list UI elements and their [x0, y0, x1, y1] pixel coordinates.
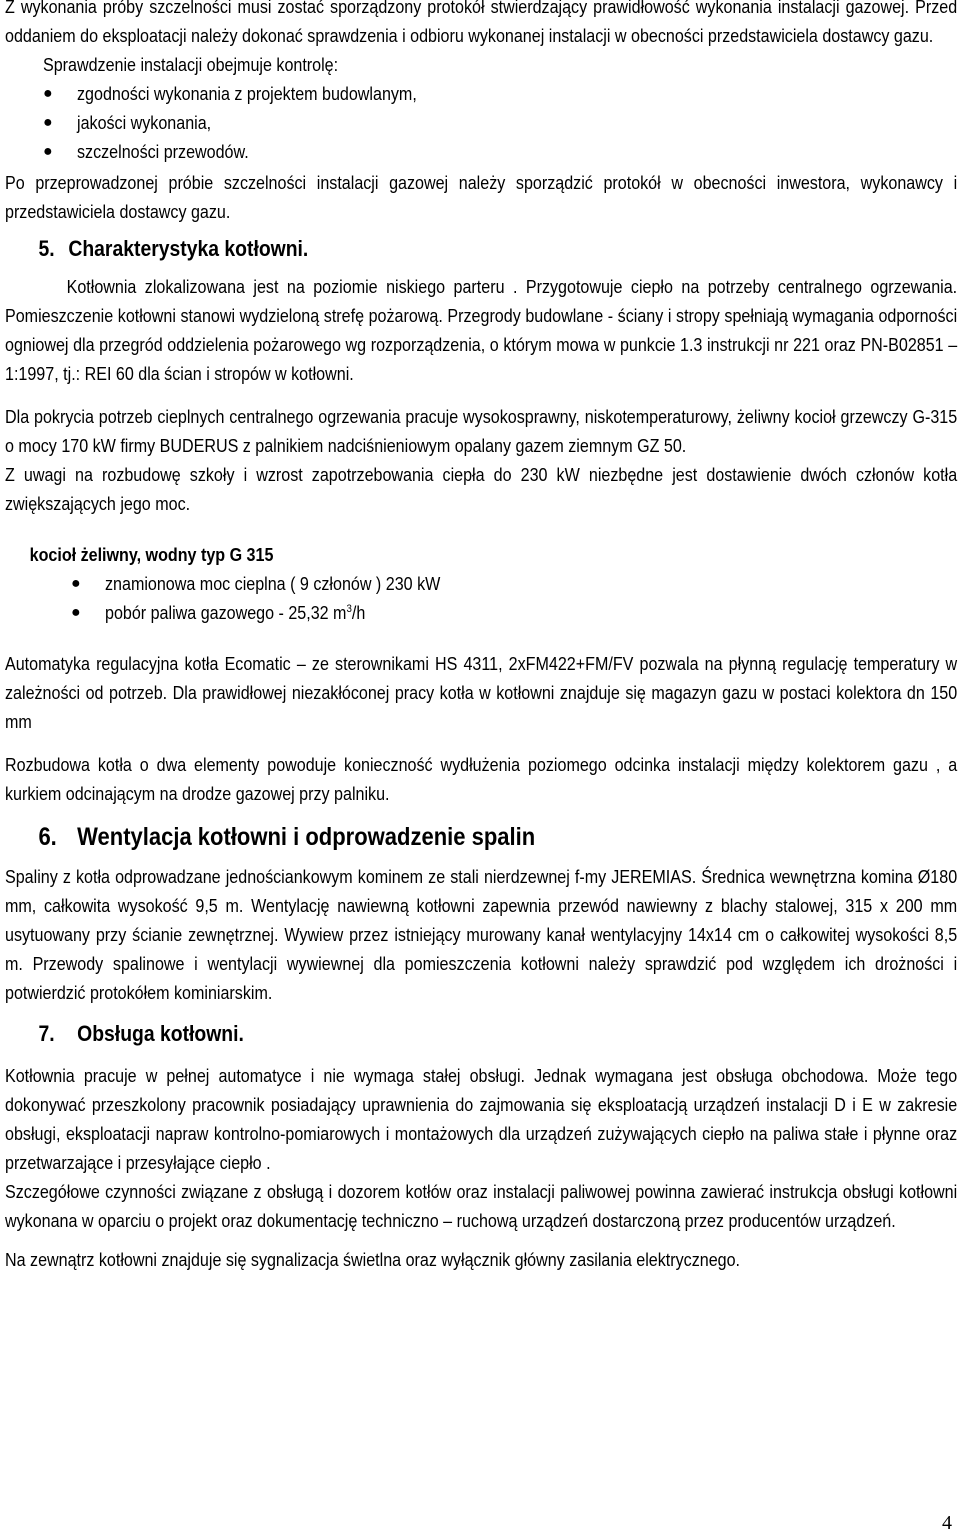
section-6-paragraph-1: Spaliny z kotła odprowadzane jednościankowym kominem ze stali nierdzewnej f-my JEREMIAS. Średnica wewnętrzna komina Ø180 mm, całkowita wysokość 9,5 m. Wentylację nawiewną kotłowni zapewnia przewód nawiewny z blachy stalowej, 315 x 200 mm usytuowany przy ścianie zewnętrznej. Wywiew przez istniejący murowany kanał wentylacyjny 14x14 cm o całkowitej wysokości 8,5 m. Przewody spalinowe i wentylacji wywiewnej dla pomieszczenia kotłowni należy sprawdzić pod względem ich drożności i potwierdzić protokółem kominiarskim.	[5, 866, 958, 1003]
section-6-heading	[5, 818, 842, 856]
section-5-paragraph-3: Z uwagi na rozbudowę szkoły i wzrost zapotrzebowania ciepła do 230 kW niezbędne jest dostawienie dwóch członów kotła zwiększających jego moc.	[5, 464, 958, 514]
boiler-list	[5, 569, 956, 627]
section-7-paragraph-3: Na zewnątrz kotłowni znajduje się sygnalizacja świetlna oraz wyłącznik główny zasilania elektrycznego.	[5, 1249, 741, 1270]
section-number: 5.	[38, 236, 55, 261]
list-item: ● zgodności wykonania z projektem budowlanym,	[5, 79, 956, 108]
list-item: ● szczelności przewodów.	[5, 137, 956, 166]
check-intro: Sprawdzenie instalacji obejmuje kontrolę:	[43, 54, 339, 75]
section-5-paragraph-5: Rozbudowa kotła o dwa elementy powoduje konieczność wydłużenia poziomego odcinka instalacji między kolektorem gazu , a kurkiem odcinającym na drodze gazowej przy palniku.	[5, 754, 958, 804]
section-7-paragraph-1: Kotłownia pracuje w pełnej automatyce i nie wymaga stałej obsługi. Jednak wymagana jest obsługa obchodowa. Może tego dokonywać przeszkolony pracownik posiadający uprawnienia do zajmowania się eksploatacją urządzeń instalacji D i E w zakresie obsługi, eksploatacji napraw kontrolno-pomiarowych i montażowych dla urządzeń zużywających ciepło na paliwa stałe i płynne oraz przetwarzające i przesyłające ciepło .	[5, 1065, 958, 1173]
section-7-heading	[5, 1017, 842, 1051]
page-number: 4	[942, 1512, 952, 1534]
intro-paragraph-2: Po przeprowadzonej próbie szczelności instalacji gazowej należy sporządzić protokół w obecności inwestora, wykonawcy i przedstawiciela dostawcy gazu.	[5, 172, 958, 222]
section-5-heading	[5, 232, 842, 266]
bullet-icon: ●	[71, 604, 81, 621]
section-7-paragraph-2: Szczegółowe czynności związane z obsługą i dozorem kotłów oraz instalacji paliwowej powinna zawierać instrukcja obsługi kotłowni wykonana w oparciu o projekt oraz dokumentację techniczno – ruchową urządzeń dostarczoną przez producentów urządzeń.	[5, 1181, 958, 1231]
bullet-icon: ●	[43, 143, 53, 160]
section-title: Charakterystyka kotłowni.	[68, 236, 309, 261]
section-title: Obsługa kotłowni.	[77, 1021, 244, 1046]
list-item: ● pobór paliwa gazowego - 25,32 $m^3/h$	[5, 598, 956, 627]
bullet-icon: ●	[43, 114, 53, 131]
section-number: 6.	[38, 823, 57, 851]
section-5-paragraph-1: Kotłownia zlokalizowana jest na poziomie niskiego parteru . Przygotowuje ciepło na potrzeby centralnego ogrzewania. Pomieszczenie kotłowni stanowi wydzieloną strefę pożarową. Przegrody budowlane - ściany i stropy spełniają wymagania odporności ogniowej dla przegród oddzielenia pożarowego wg rozporządzenia, o którym mowa w punkcie 1.3 instrukcji nr 221 oraz PN-B02851 – 1:1997, tj.: REI 60 dla ścian i stropów w kotłowni.	[5, 276, 958, 384]
section-5-paragraph-4: Automatyka regulacyjna kotła Ecomatic – ze sterownikami HS 4311, 2xFM422+FM/FV pozwala na płynną regulację temperatury w zależności od potrzeb. Dla prawidłowej niezakłóconej pracy kotła w kotłowni znajduje się magazyn gazu w postaci kolektora dn 150 mm	[5, 653, 958, 732]
boiler-heading: kocioł żeliwny, wodny typ G 315	[29, 544, 274, 565]
list-item: ● znamionowa moc cieplna ( 9 członów ) 230 kW	[5, 569, 956, 598]
check-list	[5, 79, 956, 166]
section-title: Wentylacja kotłowni i odprowadzenie spalin	[77, 823, 536, 851]
section-5-paragraph-2: Dla pokrycia potrzeb cieplnych centralnego ogrzewania pracuje wysokosprawny, niskotemperaturowy, żeliwny kocioł grzewczy G-315 o mocy 170 kW firmy BUDERUS z palnikiem nadciśnieniowym opalany gazem ziemnym GZ 50.	[5, 406, 958, 456]
section-number: 7.	[38, 1021, 55, 1046]
intro-paragraph: Z wykonania próby szczelności musi zostać sporządzony protokół stwierdzający prawidłowość wykonania instalacji gazowej. Przed oddaniem do eksploatacji należy dokonać sprawdzenia i odbioru wykonanej instalacji w obecności przedstawiciela dostawcy gazu.	[5, 0, 958, 46]
bullet-icon: ●	[71, 575, 81, 592]
list-item: ● jakości wykonania,	[5, 108, 956, 137]
bullet-icon: ●	[43, 85, 53, 102]
